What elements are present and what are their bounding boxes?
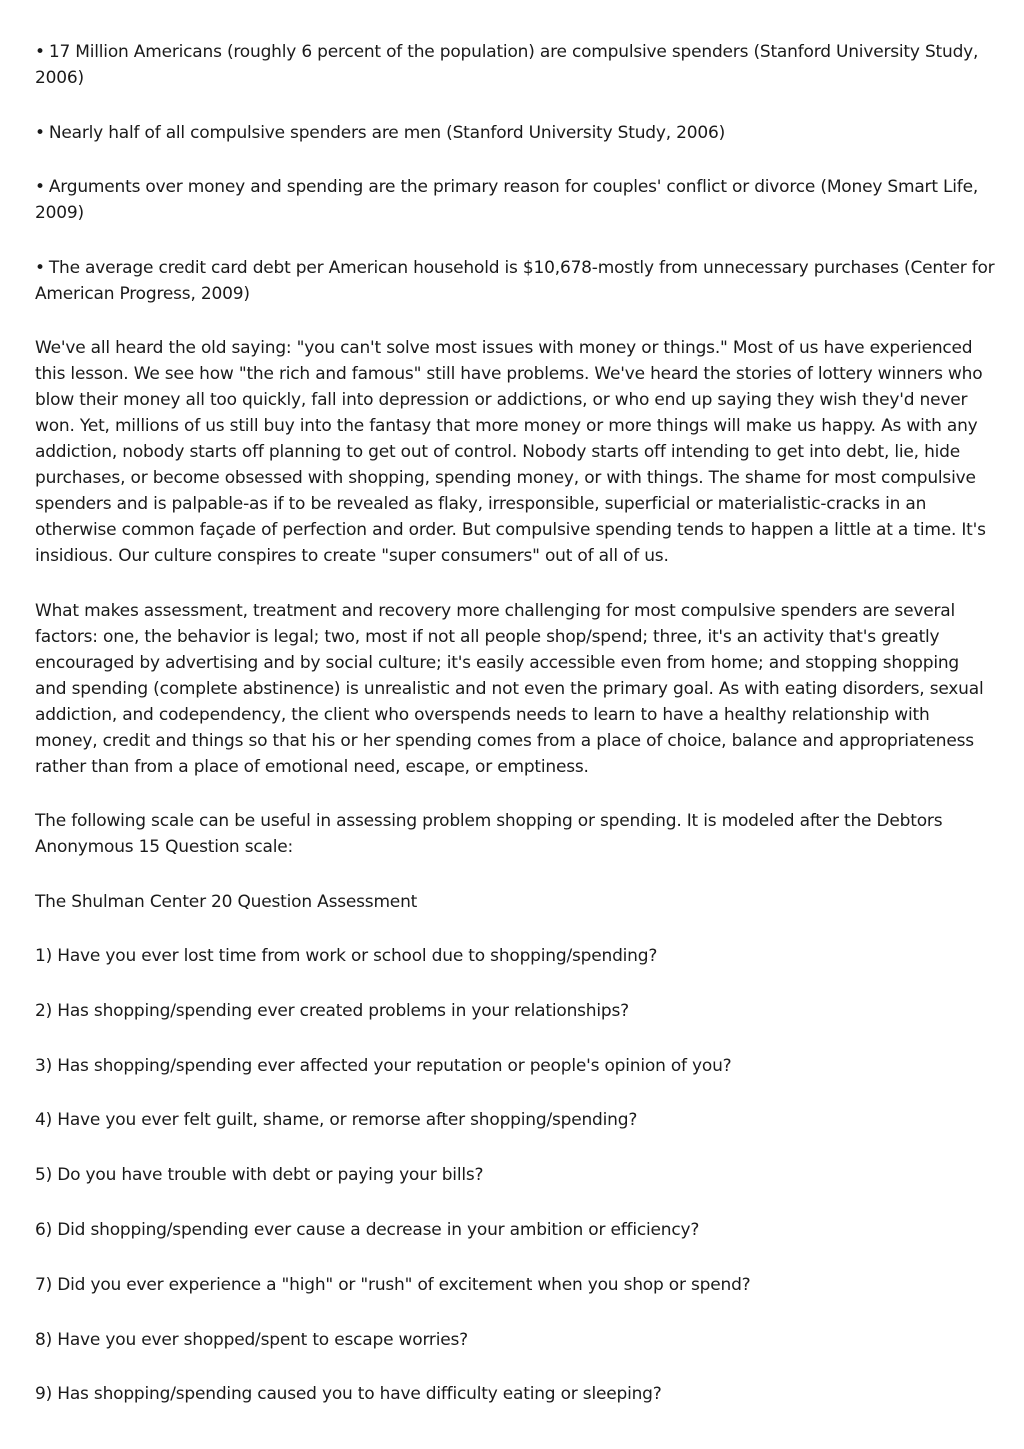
bullet-text: The average credit card debt per American household is $10,678-mostly from unnecessary purchases (Center for American Progress, 2009)	[35, 257, 995, 304]
body-paragraph: We've all heard the old saying: "you can't solve most issues with money or things." Most of us have experienced this lesson. We see how "the rich and famous" still have problems. We've heard the stories of lottery winners who blow their money all too quickly, fall into depression or addictions, or who end up saying they wish they'd never won. Yet, millions of us still buy into the fantasy that more money or more things will make us happy. As with any addiction, nobody starts off planning to get out of control. Nobody starts off intending to get into debt, lie, hide purchases, or become obsessed with shopping, spending money, or with things. The shame for most compulsive spenders and is palpable-as if to be revealed as flaky, irresponsible, superficial or materialistic-cracks in an otherwise common façade of perfection and order. But compulsive spending tends to happen a little at a time. It's insidious. Our culture conspires to create "super consumers" out of all of us.	[35, 338, 986, 566]
statistic-bullet	[35, 255, 995, 307]
body-paragraph: The following scale can be useful in assessing problem shopping or spending. It is modeled after the Debtors Anonymous 15 Question scale:	[35, 811, 943, 857]
assessment-question: 5) Do you have trouble with debt or paying your bills?	[35, 1165, 484, 1186]
assessment-title: The Shulman Center 20 Question Assessment	[35, 891, 418, 912]
assessment-question: 9) Has shopping/spending caused you to have difficulty eating or sleeping?	[35, 1384, 662, 1405]
bullet-text: 17 Million Americans (roughly 6 percent of the population) are compulsive spenders (Stanford University Study, 2006)	[35, 42, 979, 88]
statistic-bullet	[35, 174, 995, 226]
bullet-text: Nearly half of all compulsive spenders are men (Stanford University Study, 2006)	[48, 122, 726, 143]
bullet-text: Arguments over money and spending are the primary reason for couples' conflict or divorce (Money Smart Life, 2009)	[35, 177, 979, 223]
bullet-icon: •	[35, 177, 45, 197]
body-paragraph: What makes assessment, treatment and recovery more challenging for most compulsive spenders are several factors: one, the behavior is legal; two, most if not all people shop/spend; three, it's an activity that's greatly encouraged by advertising and by social culture; it's easily accessible even from home; and stopping shopping and spending (complete abstinence) is unrealistic and not even the primary goal. As with eating disorders, sexual addiction, and codependency, the client who overspends needs to learn to have a healthy relationship with money, credit and things so that his or her spending comes from a place of choice, balance and appropriateness rather than from a place of emotional need, escape, or emptiness.	[35, 600, 984, 777]
assessment-question: 6) Did shopping/spending ever cause a decrease in your ambition or efficiency?	[35, 1219, 700, 1240]
assessment-question: 3) Has shopping/spending ever affected your reputation or people's opinion of you?	[35, 1055, 732, 1076]
assessment-question: 1) Have you ever lost time from work or school due to shopping/spending?	[35, 946, 658, 966]
statistic-bullet	[35, 120, 995, 146]
bullet-icon: •	[35, 257, 45, 278]
assessment-question: 2) Has shopping/spending ever created problems in your relationships?	[35, 1000, 629, 1021]
bullet-icon: •	[35, 42, 45, 62]
assessment-question: 8) Have you ever shopped/spent to escape worries?	[35, 1329, 468, 1350]
assessment-question: 7) Did you ever experience a "high" or "rush" of excitement when you shop or spend?	[35, 1274, 751, 1295]
document-body	[35, 39, 995, 1436]
assessment-question: 4) Have you ever felt guilt, shame, or remorse after shopping/spending?	[35, 1110, 638, 1131]
bullet-icon: •	[35, 122, 45, 143]
statistic-bullet	[35, 39, 995, 91]
